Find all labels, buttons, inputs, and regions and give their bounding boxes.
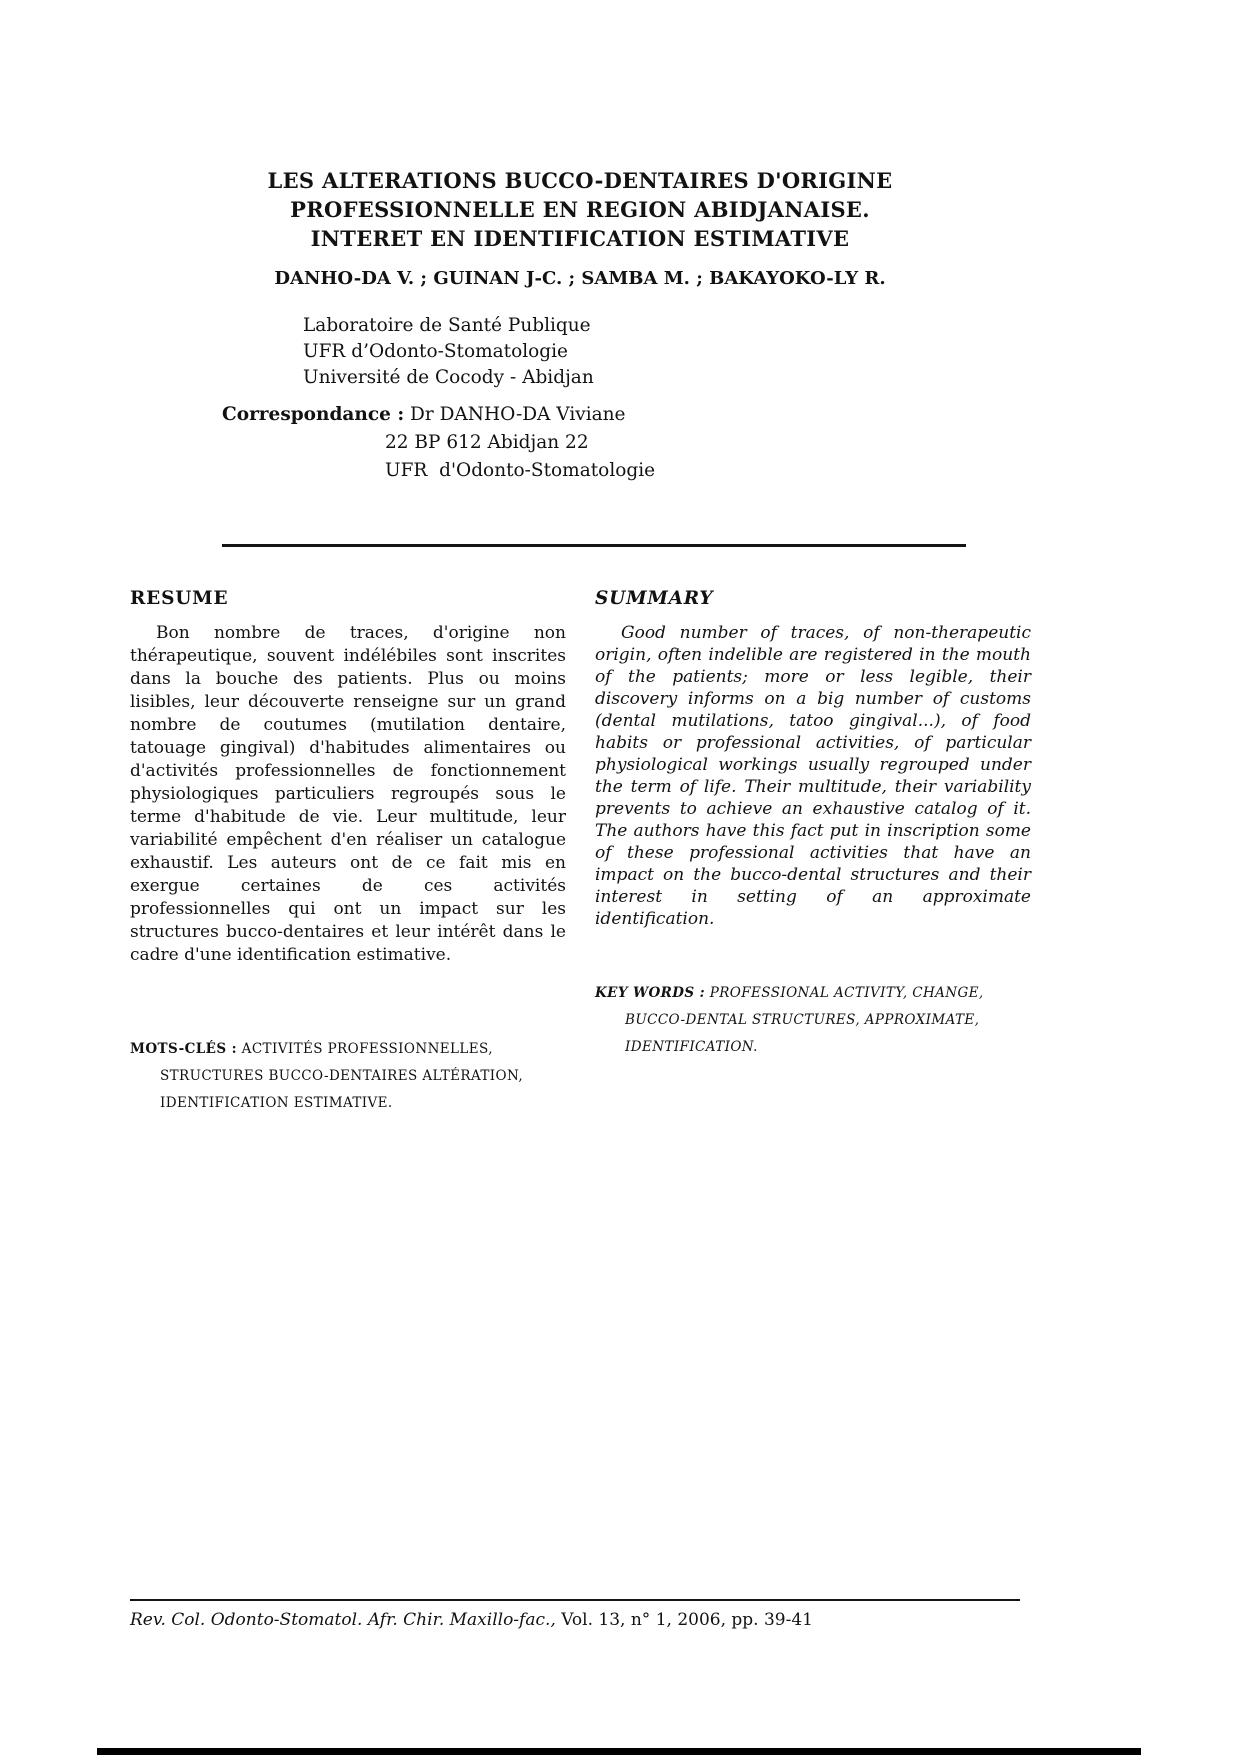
summary-heading: SUMMARY <box>595 588 714 609</box>
footer-citation-line <box>130 1610 813 1630</box>
affiliation-university: Université de Cocody - Abidjan <box>303 367 594 388</box>
key-words-label: KEY WORDS : <box>595 985 706 1001</box>
affiliation-lab: Laboratoire de Santé Publique <box>303 315 591 336</box>
affiliation-block <box>303 313 594 391</box>
mots-cles-text: ACTIVITÉS PROFESSIONNELLES, STRUCTURES BUCCO-DENTAIRES ALTÉRATION, IDENTIFICATION ESTIMATIVE. <box>160 1041 524 1111</box>
mots-cles-block <box>130 1036 572 1117</box>
correspondence-name: Dr DANHO-DA Viviane <box>410 404 626 425</box>
key-words-text: PROFESSIONAL ACTIVITY, CHANGE, BUCCO-DENTAL STRUCTURES, APPROXIMATE, IDENTIFICATION. <box>625 985 984 1055</box>
page-bottom-scan-bar <box>97 1748 1141 1755</box>
summary-body: Good number of traces, of non-therapeutic origin, often indelible are registered in the mouth of the patients; more or less legible, their discovery informs on a big number of customs (dental mutilations, tatoo gingival...), of food habits or professional activities, of particular physiological workings usually regrouped under the term of life. Their multitude, their variability prevents to achieve an exhaustive catalog of it. The authors have this fact put in inscription some of these professional activities that have an impact on the bucco-dental structures and their interest in setting of an approximate identification. <box>595 623 1031 929</box>
resume-section <box>130 588 566 967</box>
correspondence-department: UFR d'Odonto-Stomatologie <box>385 460 656 481</box>
paper-title <box>140 166 1020 253</box>
key-words-block <box>595 980 1037 1061</box>
resume-body: Bon nombre de traces, d'origine non thérapeutique, souvent indélébiles sont inscrites dans la bouche des patients. Plus ou moins lisibles, leur découverte renseigne sur un grand nombre de coutumes (mutilation dentaire, tatouage gingival) d'habitudes alimentaires ou d'activités professionnelles de fonctionnement physiologiques particuliers regroupés sous le terme d'habitude de vie. Leur multitude, leur variabilité empêchent d'en réaliser un catalogue exhaustif. Les auteurs ont de ce fait mis en exergue certaines de ces activités professionnelles qui ont un impact sur les structures bucco-dentaires et leur intérêt dans le cadre d'une identification estimative. <box>130 623 566 965</box>
mots-cles-label: MOTS-CLÉS : <box>130 1041 237 1057</box>
footer-volume-pages: Vol. 13, n° 1, 2006, pp. 39-41 <box>561 1610 813 1630</box>
title-line-1: LES ALTERATIONS BUCCO-DENTAIRES D'ORIGINE <box>267 168 893 193</box>
summary-section <box>595 588 1031 930</box>
correspondence-first-line <box>222 401 655 429</box>
correspondence-block <box>222 401 655 485</box>
title-line-2: PROFESSIONNELLE EN REGION ABIDJANAISE. <box>290 197 870 222</box>
resume-heading: RESUME <box>130 588 229 609</box>
correspondence-address: 22 BP 612 Abidjan 22 <box>385 432 589 453</box>
authors-line: DANHO-DA V. ; GUINAN J-C. ; SAMBA M. ; BAKAYOKO-LY R. <box>274 268 886 289</box>
section-divider-rule <box>222 544 966 547</box>
footer-rule <box>130 1599 1020 1601</box>
correspondence-label: Correspondance : <box>222 404 405 425</box>
affiliation-ufr: UFR d’Odonto-Stomatologie <box>303 341 568 362</box>
title-line-3: INTERET EN IDENTIFICATION ESTIMATIVE <box>310 226 850 251</box>
footer-journal-name: Rev. Col. Odonto-Stomatol. Afr. Chir. Maxillo-fac., <box>130 1610 556 1630</box>
